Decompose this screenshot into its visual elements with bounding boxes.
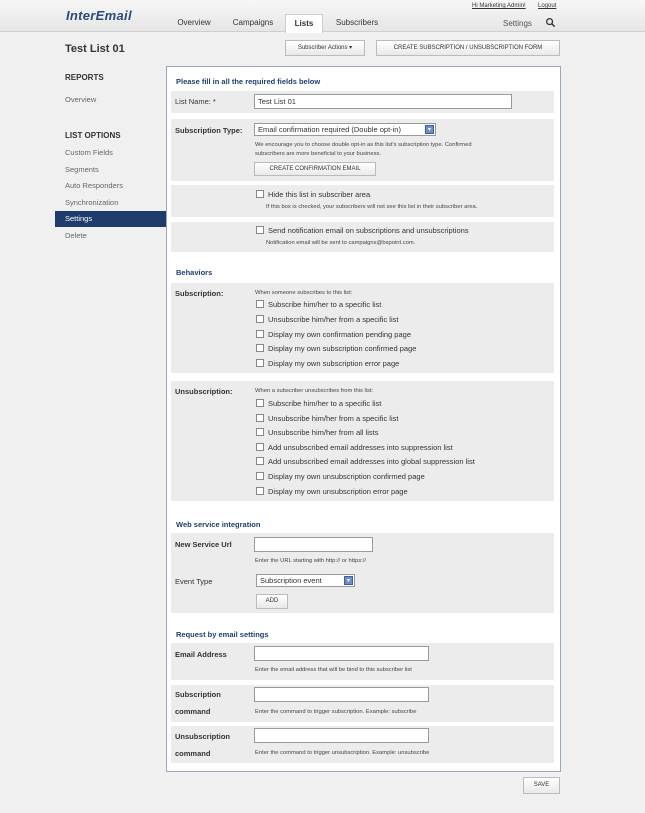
event-type-label: Event Type — [175, 577, 213, 586]
unsubscription-option-label: Subscribe him/her to a specific list — [268, 399, 382, 408]
send-notification-checkbox[interactable] — [256, 226, 264, 234]
unsubscription-option-checkbox[interactable] — [256, 457, 264, 465]
unsubscription-option-checkbox[interactable] — [256, 399, 264, 407]
unsubscription-option-label: Add unsubscribed email addresses into global suppression list — [268, 457, 475, 467]
form-intro: Please fill in all the required fields below — [176, 77, 321, 86]
save-button[interactable]: SAVE — [523, 777, 560, 794]
hide-list-checkbox[interactable] — [256, 190, 264, 198]
subscription-type-select[interactable] — [254, 123, 436, 136]
list-options-heading: LIST OPTIONS — [65, 131, 121, 140]
greeting-link[interactable]: Hi Marketing Admin! — [472, 3, 526, 9]
settings-link[interactable]: Settings — [503, 19, 532, 28]
unsubscription-option-label: Display my own unsubscription error page — [268, 486, 408, 496]
email-address-label: Email Address — [175, 650, 227, 659]
hide-list-label: Hide this list in subscriber area — [268, 190, 371, 199]
subscription-type-label: Subscription Type: — [175, 126, 243, 135]
create-confirmation-email-button[interactable]: CREATE CONFIRMATION EMAIL — [254, 162, 376, 176]
nav-lists[interactable]: Lists — [285, 14, 323, 33]
unsubscription-option-checkbox[interactable] — [256, 443, 264, 451]
nav-campaigns[interactable]: Campaigns — [232, 18, 274, 27]
email-address-input[interactable] — [254, 646, 429, 661]
unsubscription-option-checkbox[interactable] — [256, 414, 264, 422]
create-form-button[interactable]: CREATE SUBSCRIPTION / UNSUBSCRIPTION FORM — [376, 40, 560, 56]
unsubscription-behavior-hint: When a subscriber unsubscribes from this list: — [255, 388, 374, 394]
service-url-hint: Enter the URL starting with http:// or https:// — [255, 558, 366, 564]
subscription-option-label: Subscribe him/her to a specific list — [268, 300, 382, 309]
event-type-select[interactable] — [256, 574, 355, 587]
service-url-label: New Service Url — [175, 540, 232, 549]
subscription-option-checkbox[interactable] — [256, 315, 264, 323]
reports-heading: REPORTS — [65, 73, 104, 82]
chevron-down-icon: ▾ — [344, 576, 353, 585]
sidebar-item-segments[interactable]: Segments — [65, 165, 99, 174]
subscription-type-value: Email confirmation required (Double opt-in) — [258, 125, 401, 134]
email-settings-title: Request by email settings — [176, 630, 269, 639]
sidebar-item-auto-responders[interactable]: Auto Responders — [65, 181, 123, 190]
event-type-value: Subscription event — [260, 576, 322, 585]
unsubscription-option-checkbox[interactable] — [256, 472, 264, 480]
unsubscription-option-label: Unsubscribe him/her from a specific list — [268, 413, 399, 423]
subscription-option-checkbox[interactable] — [256, 330, 264, 338]
unsubscription-option-label: Display my own unsubscription confirmed page — [268, 472, 425, 481]
search-icon[interactable] — [545, 17, 556, 28]
unsubscription-command-label-2: command — [175, 749, 211, 758]
subscription-option-checkbox[interactable] — [256, 359, 264, 367]
unsubscription-command-input[interactable] — [254, 728, 429, 743]
nav-overview[interactable]: Overview — [177, 18, 211, 27]
subscription-option-checkbox[interactable] — [256, 344, 264, 352]
subscription-option-label: Unsubscribe him/her from a specific list — [268, 314, 399, 324]
list-name-label: List Name: * — [175, 97, 216, 106]
subscription-command-label-2: command — [175, 707, 211, 716]
logout-link[interactable]: Logout — [538, 3, 557, 9]
sidebar-item-custom-fields[interactable]: Custom Fields — [65, 148, 113, 157]
send-notification-hint: Notification email will be sent to campaigns@bspoint.com. — [266, 240, 416, 246]
unsubscription-command-hint: Enter the command to trigger unsubscription. Example: unsubscribe — [255, 750, 430, 756]
subscription-command-label-1: Subscription — [175, 690, 221, 699]
subscription-type-hint-2: subscribers are more beneficial to your business. — [255, 151, 381, 157]
web-service-title: Web service integration — [176, 520, 261, 529]
sidebar-item-settings[interactable]: Settings — [55, 211, 166, 227]
chevron-down-icon: ▾ — [425, 125, 434, 134]
service-url-input[interactable] — [254, 537, 373, 552]
unsubscription-option-checkbox[interactable] — [256, 428, 264, 436]
subscription-command-hint: Enter the command to trigger subscription. Example: subscribe — [255, 709, 417, 715]
subscription-behavior-label: Subscription: — [175, 289, 224, 298]
subscription-option-label: Display my own subscription error page — [268, 359, 400, 369]
subscription-command-input[interactable] — [254, 687, 429, 702]
email-address-hint: Enter the email address that will be bind to this subscriber list — [255, 667, 412, 673]
unsubscription-command-label-1: Unsubscription — [175, 732, 231, 741]
subscription-option-label: Display my own subscription confirmed page — [268, 344, 417, 354]
sidebar-item-synchronization[interactable]: Synchronization — [65, 198, 119, 207]
subscription-type-hint-1: We encourage you to choose double opt-in as this list's subscription type. Confirmed — [255, 142, 472, 148]
unsubscription-option-label: Unsubscribe him/her from all lists — [268, 428, 379, 438]
send-notification-label: Send notification email on subscriptions and unsubscriptions — [268, 226, 469, 235]
add-service-button[interactable]: ADD — [256, 594, 288, 609]
sidebar-item-delete[interactable]: Delete — [65, 231, 87, 240]
subscriber-actions-button[interactable]: Subscriber Actions ▾ — [285, 40, 365, 56]
app-logo[interactable]: InterEmail — [66, 8, 132, 23]
subscription-option-checkbox[interactable] — [256, 300, 264, 308]
unsubscription-behavior-label: Unsubscription: — [175, 387, 233, 396]
subscription-behavior-hint: When someone subscribes to this list: — [255, 290, 353, 296]
unsubscription-option-label: Add unsubscribed email addresses into suppression list — [268, 442, 453, 452]
list-name-input[interactable]: Test List 01 — [254, 94, 512, 109]
nav-subscribers[interactable]: Subscribers — [335, 18, 379, 27]
behaviors-title: Behaviors — [176, 268, 213, 277]
unsubscription-option-checkbox[interactable] — [256, 487, 264, 495]
page-title: Test List 01 — [65, 43, 125, 55]
subscription-option-label: Display my own confirmation pending page — [268, 329, 411, 339]
hide-list-hint: If this box is checked, your subscribers will not see this list in their subscriber area. — [266, 204, 478, 210]
sidebar-item-overview[interactable]: Overview — [65, 95, 97, 104]
